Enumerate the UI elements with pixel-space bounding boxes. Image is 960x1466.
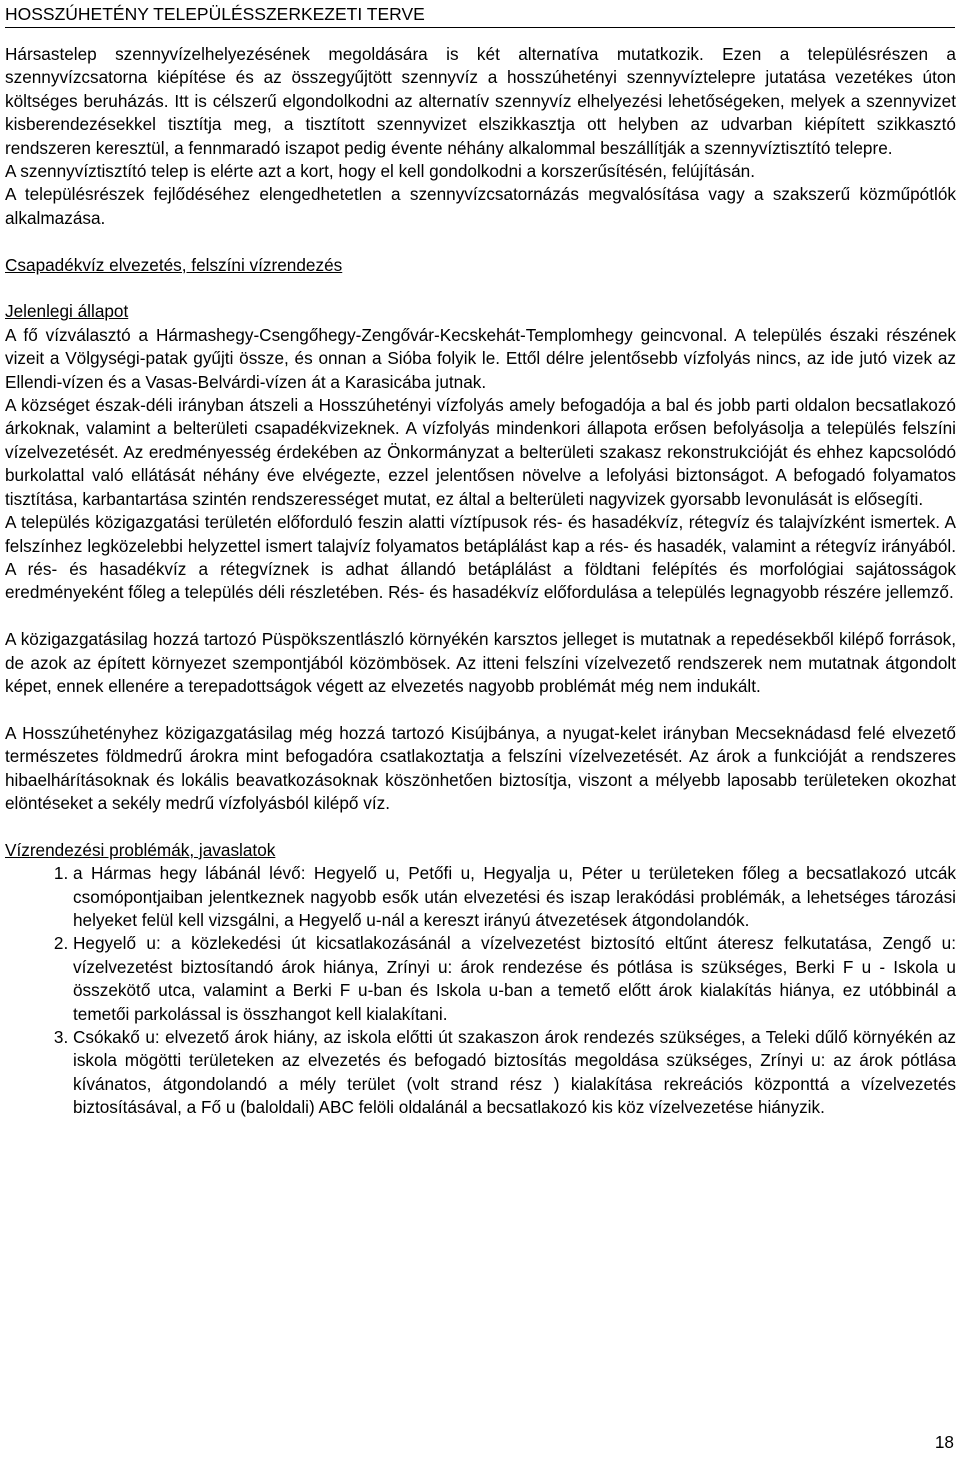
paragraph-puspokszentlaszlo: A közigazgatásilag hozzá tartozó Püspökszentlászló környékén karsztos jelleget is mutatnak a repedésekből kilépő források, de azok az épített környezet szempontjából közömbösek. Az itteni felszíni vízelvezető rendszerek nem mutatnak átgondolt képet, ennek ellenére a terepadottságok végett az elvezetés nagyobb problémát még nem indukált.	[5, 629, 956, 696]
paragraph-groundwater: A település közigazgatási területén előforduló feszin alatti víztípusok rés- és hasadékvíz, rétegvíz és talajvízként ismertek. A felszínhez legközelebbi helyzettel ismert talajvíz folyamatos betáplálást kap a rés- és hasadék, valamint a rétegvíz irányából. A rés- és hasadékvíz a rétegvíznek is adhat állandó betáplálást a földtani felépítés és morfológiai sajátosságok eredményeként főleg a település déli részletében. Rés- és hasadékvíz előfordulása a település legnagyobb részére jellemző.	[5, 512, 956, 603]
problems-list	[5, 862, 956, 1119]
list-item: 3. Csókakő u: elvezető árok hiány, az iskola előtti út szakaszon árok rendezés szükséges, a Teleki dűlő környékén az iskola mögötti területeken az elvezetés és befogadó biztosítás megoldása szükséges, Zrínyi u: az árok pótlása kívánatos, átgondolandó a mély terület (volt strand rész ) kialakítása rekreációs központtá a vízelvezetés biztosításával, a Fő u (baloldali) ABC felöli oldalánál a becsatlakozó kis köz vízelvezetése hiányzik.	[73, 1026, 956, 1120]
page-header: HOSSZÚHETÉNY TELEPÜLÉSSZERKEZETI TERVE	[5, 2, 955, 28]
section-heading: Csapadékvíz elvezetés, felszíni vízrendezés	[5, 254, 343, 275]
list-item: 1. a Hármas hegy lábánál lévő: Hegyelő u, Petőfi u, Hegyalja u, Péter u területeken főleg a becsatlakozó utcák csomópontjaiban jelentkeznek nagyobb esők után elvezetési és iszap lerakódási problémák, a lehetséges tározási helyeket felül kell vizsgálni, a Hegyelő u-nál a kereszt irányú átvezetések átgondolandók.	[73, 862, 956, 932]
subheading-current-state: Jelenlegi állapot	[5, 301, 129, 322]
list-item: 2. Hegyelő u: a közlekedési út kicsatlakozásánál a vízelvezetést biztosító eltűnt áteresz felkutatása, Zengő u: vízelvezetést biztosítandó árok hiánya, Zrínyi u: árok rendezése és pótlása is szükséges, Berki F u - Iskola u összekötő utca, valamint a Berki F u-ban és Iskola u-ban a temető előtt árok kialakítás hiánya, ez utóbbinál a temetői parkolással is összhangot kell kialakítani.	[73, 932, 956, 1026]
page-number: 18	[934, 1432, 954, 1452]
subheading-problems: Vízrendezési problémák, javaslatok	[5, 839, 276, 860]
paragraph-stream: A községet észak-déli irányban átszeli a Hosszúhetényi vízfolyás amely befogadója a bal és jobb parti oldalon becsatlakozó árkoknak, valamint a belterületi csapadékvizeknek. A vízfolyás mindenkori állapota erősen befolyásolja a település felszíni vízelvezetését. Az eredményesség érdekében az Önkormányzat a belterületi szakasz rekonstrukcióját és ehhez kapcsolódó burkolattal való ellátását néhány éve elvégezte, ezzel jelentősen növelve a lefolyási biztonságot. A befogadó folyamatos tisztítása, karbantartása szintén rendszerességet mutat, ez által a belterületi nagyvizek gyorsabb levonulását is elősegíti.	[5, 395, 956, 509]
paragraph-kisujbanya: A Hosszúhetényhez közigazgatásilag még hozzá tartozó Kisújbánya, a nyugat-kelet irányban Mecseknádasd felé elvezető természetes földmedrű árokra mint befogadóra csatlakoztatja a felszíni vízelvezetését. Az árok a funkcióját a rendszeres hibaelhárításoknak és lokális beavatkozásoknak köszönhetően biztosítja, viszont a mélyebb laposabb területeken okozhat elöntéseket a sekély medrű vízfolyásból kilépő víz.	[5, 722, 956, 813]
paragraph-watershed: A fő vízválasztó a Hármashegy-Csengőhegy-Zengővár-Kecskehát-Templomhegy geincvonal. A település északi részének vizeit a Völgységi-patak gyűjti össze, és onnan a Sióba folyik le. Ettől délre jelentősebb vízfolyás nincs, az ide jutó vizek az Ellendi-vízen és a Vasas-Belvárdi-vízen át a Karasicába jutnak.	[5, 324, 956, 392]
page-content	[5, 43, 956, 1120]
paragraph-harsastelep: Hársastelep szennyvízelhelyezésének megoldására is két alternatíva mutatkozik. Ezen a településrészen a szennyvízcsatorna kiépítése és az összegyűjtött szennyvíz a hosszúhetényi szennyvíztelepre jutatása vezetékes úton költséges beruházás. Itt is célszerű elgondolkodni az alternatív szennyvíz elhelyezési lehetőségeken, melyek a szennyvizet kisberendezésekkel tisztítja meg, a tisztított szennyvizet elszikkasztja ott helyben az udvarban kiépített szikkasztó rendszeren keresztül, a fennmaradó iszapot pedig évente néhány alkalommal beszállítják a szennyvíztisztító telepre.	[5, 44, 956, 158]
paragraph-development: A településrészek fejlődéséhez elengedhetetlen a szennyvízcsatornázás megvalósítása vagy a szakszerű közműpótlók alkalmazása.	[5, 184, 956, 228]
paragraph-treatment-plant: A szennyvíztisztító telep is elérte azt a kort, hogy el kell gondolkodni a korszerűsítésén, felújításán.	[5, 161, 755, 182]
